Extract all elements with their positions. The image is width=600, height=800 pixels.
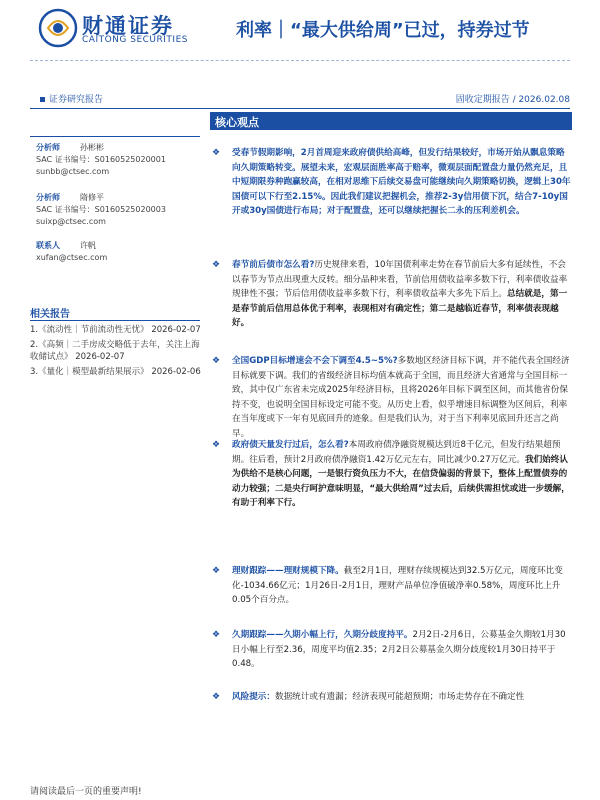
diamond-bullet-icon: ❖ [212, 148, 221, 158]
sidebar-divider [30, 136, 200, 137]
point-6-body: 2月2日-2月6日，公募基金久期较1月30日小幅上行至2.36，周度平均值2.35；2月2日公募基金久期分歧度较1月30日持平于0.48。 [232, 630, 566, 670]
point-4-bold: 我们始终认为供给不是核心问题，一是银行资负压力不大，在信贷偏弱的背景下，整体上配置债券的动力较强；二是央行呵护意味明显，“最大供给周”过去后，后续供需担忧或进一步缓解，有助于利率下行。 [232, 454, 570, 509]
report-type [40, 92, 103, 105]
related-report-text: 3.《量化｜模型最新结果展示》 [30, 367, 149, 377]
core-point-2 [210, 258, 572, 331]
related-report-item[interactable] [30, 366, 202, 378]
diamond-bullet-icon: ❖ [212, 566, 221, 576]
point-3-lead: 全国GDP目标增速会不会下调至4.5~5%? [232, 356, 398, 366]
sub-header-divider [30, 108, 570, 109]
core-point-6 [210, 628, 572, 672]
contact-name: 许帆 [80, 241, 96, 250]
point-6-lead: 久期跟踪——久期小幅上行，久期分歧度持平。 [232, 630, 413, 640]
point-7-lead: 风险提示： [232, 692, 275, 702]
analyst-name: 孙彬彬 [80, 143, 104, 152]
related-report-item[interactable] [30, 339, 202, 363]
related-report-date: 2026-02-07 [75, 352, 125, 362]
logo-chinese-name: 财通证券 [82, 14, 174, 38]
diamond-bullet-icon: ❖ [212, 356, 221, 366]
core-point-1 [210, 146, 572, 219]
analyst-card [36, 192, 202, 228]
report-header [0, 0, 600, 88]
analyst-cert: SAC 证书编号：S0160525020003 [36, 205, 166, 214]
related-report-item[interactable] [30, 324, 202, 336]
point-2-summary: 总结就是，第一是春节前后信用总体优于利率，表现相对有确定性；第二是越临近春节，利率债表现越好。 [232, 289, 568, 329]
contact-role: 联系人 [36, 241, 60, 250]
report-title: 利率｜“最大供给周”已过，持券过节 [236, 20, 530, 41]
related-reports-divider [30, 320, 200, 321]
analyst-cert: SAC 证书编号：S0160525020001 [36, 155, 166, 164]
analyst-card [36, 142, 202, 178]
diamond-bullet-icon: ❖ [212, 630, 221, 640]
core-point-4 [210, 438, 572, 511]
header-divider [30, 60, 570, 61]
point-4-lead: 政府债天量发行过后，怎么看? [232, 440, 349, 450]
diamond-bullet-icon: ❖ [212, 692, 221, 702]
diamond-bullet-icon: ❖ [212, 260, 221, 270]
report-type-label: 证券研究报告 [49, 95, 104, 105]
related-report-text: 1.《流动性｜节前流动性无忧》 [30, 325, 149, 335]
related-report-text: 2.《高频｜二手房成交略低于去年，关注上海收储试点》 [30, 340, 200, 362]
related-report-date: 2026-02-07 [151, 325, 201, 335]
point-3-body: 多数地区经济目标下调，并不能代表全国经济目标就要下调。我们的省级经济目标均值本就高于全国，而且经济大省通常与全国目标一致，其中仅广东省未完成2025年经济目标，且将2026年目标下调至区间，而其他省份保持不变，也说明全国目标设定可能不变。从历史上看，似乎增速目标调整为区间后，利率在当年度或下一年有见底回升的迹象。但是我们认为，对于当下利率见底回升还言之尚早。 [232, 356, 570, 439]
analyst-email[interactable]: suixp@ctsec.com [36, 217, 106, 226]
core-views-header [210, 112, 572, 130]
core-point-5 [210, 564, 572, 608]
point-1-highlight: 受春节假期影响，2月首周迎来政府债供给高峰，但发行结果较好，市场开始从飘息策略向久期策略转变。 [232, 148, 565, 173]
logo-english-name: CAITONG SECURITIES [82, 35, 188, 45]
related-reports-title: 相关报告 [30, 309, 70, 320]
disclaimer-footer: 请阅读最后一页的重要声明! [30, 787, 142, 797]
square-bullet-icon [40, 97, 45, 102]
related-reports-list [30, 324, 202, 381]
point-5-body: 截至2月1日，理财存续规模达到32.5万亿元，周度环比变化-1034.66亿元；1月26日-2月1日，理财产品单位净值破净率0.58%，周度环比上升0.05个百分点。 [232, 566, 563, 606]
point-4-body: 本周政府债净融资规模达到近8千亿元，但发行结果超预期。往后看，预计2月政府债净融资1.42万亿元左右，同比减少0.27万亿元。 [232, 440, 561, 465]
analyst-email[interactable]: sunbb@ctsec.com [36, 167, 110, 176]
analyst-name: 隋修平 [80, 193, 104, 202]
point-2-lead: 春节前后债市怎么看? [232, 260, 315, 270]
core-views-title: 核心观点 [215, 116, 259, 129]
related-report-date: 2026-02-06 [151, 367, 201, 377]
company-logo [38, 8, 188, 52]
report-date: 固收定期报告 / 2026.02.08 [455, 95, 570, 105]
analyst-role: 分析师 [36, 143, 60, 152]
point-5-lead: 理财跟踪——理财规模下降。 [232, 566, 344, 576]
point-7-body: 数据统计或有遗漏；经济表现可能超预期；市场走势存在不确定性 [274, 692, 525, 702]
analyst-role: 分析师 [36, 193, 60, 202]
point-2-body: 历史规律来看，10年国债利率走势在春节前后大多有延续性，不会以春节为节点出现重大反转。细分品种来看，节前信用债收益率多数下行，利率债收益率规律性不强；节后信用债收益率多数下行，利率债收益率大多先下后上。 [232, 260, 568, 300]
contact-card [36, 240, 202, 264]
core-point-7 [210, 690, 572, 705]
core-point-3 [210, 354, 572, 442]
contact-email[interactable]: xufan@ctsec.com [36, 253, 108, 262]
diamond-bullet-icon: ❖ [212, 440, 221, 450]
point-1-body: 展望未来，宏观层面胜率高于赔率，微观层面配置盘力量仍然充足，且中短期限券种跑赢较高，在相对思维下后续交易盘可能继续向久期策略切换，逻辑上30年国债可以下行至2.15%。因此我们建议把握机会，推荐2-3y信用债下沉，结合7-10y国开或30y国债进行布局；对于配置盘，还可以继续把握长二永的压利差机会。 [232, 162, 571, 217]
caitong-logo-icon [38, 8, 78, 48]
sub-header-bar [30, 92, 570, 106]
